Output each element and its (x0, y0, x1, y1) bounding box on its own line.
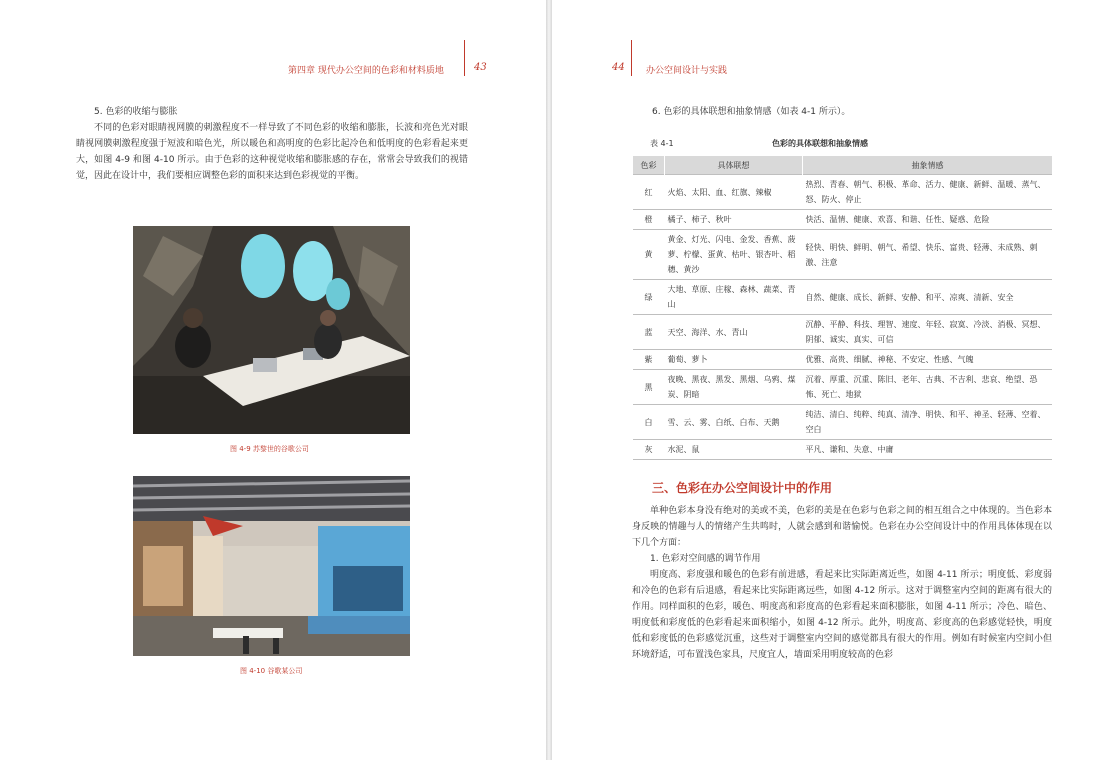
table-cell-abstract: 快活、温情、健康、欢喜、和谐、任性、疑惑、危险 (803, 210, 1053, 230)
book-header: 办公空间设计与实践 (646, 66, 728, 76)
header-rule (464, 40, 465, 76)
section-heading: 5. 色彩的收缩与膨胀 (94, 107, 178, 117)
right-page (552, 0, 1096, 760)
table-row (633, 370, 1053, 405)
table-label: 表 4-1 (650, 139, 674, 148)
table-cell-abstract: 自然、健康、成长、新鲜、安静、和平、凉爽、清新、安全 (803, 280, 1053, 315)
table-row (633, 350, 1053, 370)
table-cell-abstract: 热烈、青春、朝气、积极、革命、活力、健康、新鲜、温暖、蒸气、怒、防火、停止 (803, 175, 1053, 210)
table-cell-concrete: 黄金、灯光、闪电、金发、香蕉、菠萝、柠檬、蛋黄、枯叶、银杏叶、稻穗、黄沙 (665, 230, 803, 280)
table-intro: 6. 色彩的具体联想和抽象情感（如表 4-1 所示）。 (652, 107, 851, 117)
table-cell-color: 白 (633, 405, 665, 440)
table-cell-abstract: 轻快、明快、鲜明、朝气、希望、快乐、富贵、轻薄、未成熟、刺激、注意 (803, 230, 1053, 280)
table-header-row (633, 156, 1053, 175)
table-cell-color: 灰 (633, 440, 665, 460)
table-cell-concrete: 大地、草原、庄稼、森林、蔬菜、青山 (665, 280, 803, 315)
section-paragraph: 单种色彩本身没有绝对的美或不美，色彩的美是在色彩与色彩之间的相互组合之中体现的。当色彩本身反映的情趣与人的情绪产生共鸣时，人就会感到和谐愉悦。色彩在办公空间设计中的作用具体体现在以下几个方面： (632, 506, 1052, 548)
table-cell-concrete: 夜晚、黑夜、黑发、黑烟、乌鸦、煤炭、阴暗 (665, 370, 803, 405)
table-cell-color: 蓝 (633, 315, 665, 350)
sub-paragraph: 明度高、彩度强和暖色的色彩有前进感，看起来比实际距离近些，如图 4-11 所示；明度低、彩度弱和冷色的色彩有后退感，看起来比实际距离远些，如图 4-12 所示。这对于调整室内空间的距离有很大的作用。同样面积的色彩，暖色、明度高和彩度高的色彩看起来面积膨胀，如图 4-11 所示；冷色、暗色、明度低和彩度低的色彩看起来面积缩小，如图 4-12 所示。此外，明度高、彩度高的色彩感觉轻快，明度低和彩度低的色彩感觉沉重，这些对于调整室内空间的感觉都具有很大的作用。例如有时候室内空间小但环境舒适，可布置浅色家具，尺度宜人，墙面采用明度较高的色彩 (632, 570, 1052, 660)
table-cell-color: 黑 (633, 370, 665, 405)
table-header-cell: 具体联想 (665, 156, 803, 175)
table-row (633, 210, 1053, 230)
table-row (633, 280, 1053, 315)
table-cell-abstract: 沉静、平静、科技、理智、速度、年轻、寂寞、冷淡、消极、冥想、阴郁、诚实、真实、可信 (803, 315, 1053, 350)
subheading: 1. 色彩对空间感的调节作用 (650, 554, 761, 564)
figure-4-10-caption: 图 4-10 谷歌某公司 (240, 667, 303, 675)
section-body (632, 503, 1052, 663)
chapter-header: 第四章 现代办公空间的色彩和材料质地 (288, 66, 444, 76)
table-cell-concrete: 葡萄、萝卜 (665, 350, 803, 370)
table-cell-color: 黄 (633, 230, 665, 280)
section-body (76, 104, 468, 184)
table-cell-color: 红 (633, 175, 665, 210)
section-title: 三、色彩在办公空间设计中的作用 (652, 481, 833, 495)
body-paragraph: 不同的色彩对眼睛视网膜的刺激程度不一样导致了不同色彩的收缩和膨胀，长波和亮色光对眼睛视网膜刺激程度强于短波和暗色光，所以暖色和高明度的色彩比起冷色和低明度的色彩看起来更大，如图 4-9 和图 4-10 所示。由于色彩的这种视觉收缩和膨胀感的存在，常常会导致我们的视错觉，因此在设计中，我们要相应调整色彩的面积来达到色彩视觉的平衡。 (76, 123, 468, 181)
table-cell-color: 绿 (633, 280, 665, 315)
figure-4-9-caption: 图 4-9 苏黎世的谷歌公司 (230, 445, 309, 453)
table-cell-abstract: 沉着、厚重、沉重、陈旧、老年、古典、不吉利、悲哀、绝望、恐怖、死亡、地狱 (803, 370, 1053, 405)
table-cell-abstract: 优雅、高贵、细腻、神秘、不安定、性感、气魄 (803, 350, 1053, 370)
page-number: 44 (612, 62, 625, 73)
table-cell-color: 橙 (633, 210, 665, 230)
table-title: 色彩的具体联想和抽象情感 (772, 139, 868, 148)
table-row (633, 175, 1053, 210)
figure-4-9-photo (133, 226, 410, 434)
left-page (0, 0, 546, 760)
table-cell-abstract: 平凡、谦和、失意、中庸 (803, 440, 1053, 460)
table-cell-concrete: 火焰、太阳、血、红旗、辣椒 (665, 175, 803, 210)
table-row (633, 230, 1053, 280)
table-cell-abstract: 纯洁、清白、纯粹、纯真、清净、明快、和平、神圣、轻薄、空着、空白 (803, 405, 1053, 440)
table-header-cell: 色彩 (633, 156, 665, 175)
header-rule (631, 40, 632, 76)
table-cell-concrete: 天空、海洋、水、青山 (665, 315, 803, 350)
table-cell-concrete: 橘子、柿子、秋叶 (665, 210, 803, 230)
table-row (633, 315, 1053, 350)
table-header-cell: 抽象情感 (803, 156, 1053, 175)
table-cell-concrete: 水泥、鼠 (665, 440, 803, 460)
table-row (633, 440, 1053, 460)
table-cell-color: 紫 (633, 350, 665, 370)
figure-4-10-photo (133, 476, 410, 656)
color-association-table (632, 156, 1052, 460)
table-cell-concrete: 雪、云、雾、白纸、白布、天鹅 (665, 405, 803, 440)
table-row (633, 405, 1053, 440)
page-number: 43 (474, 62, 487, 73)
